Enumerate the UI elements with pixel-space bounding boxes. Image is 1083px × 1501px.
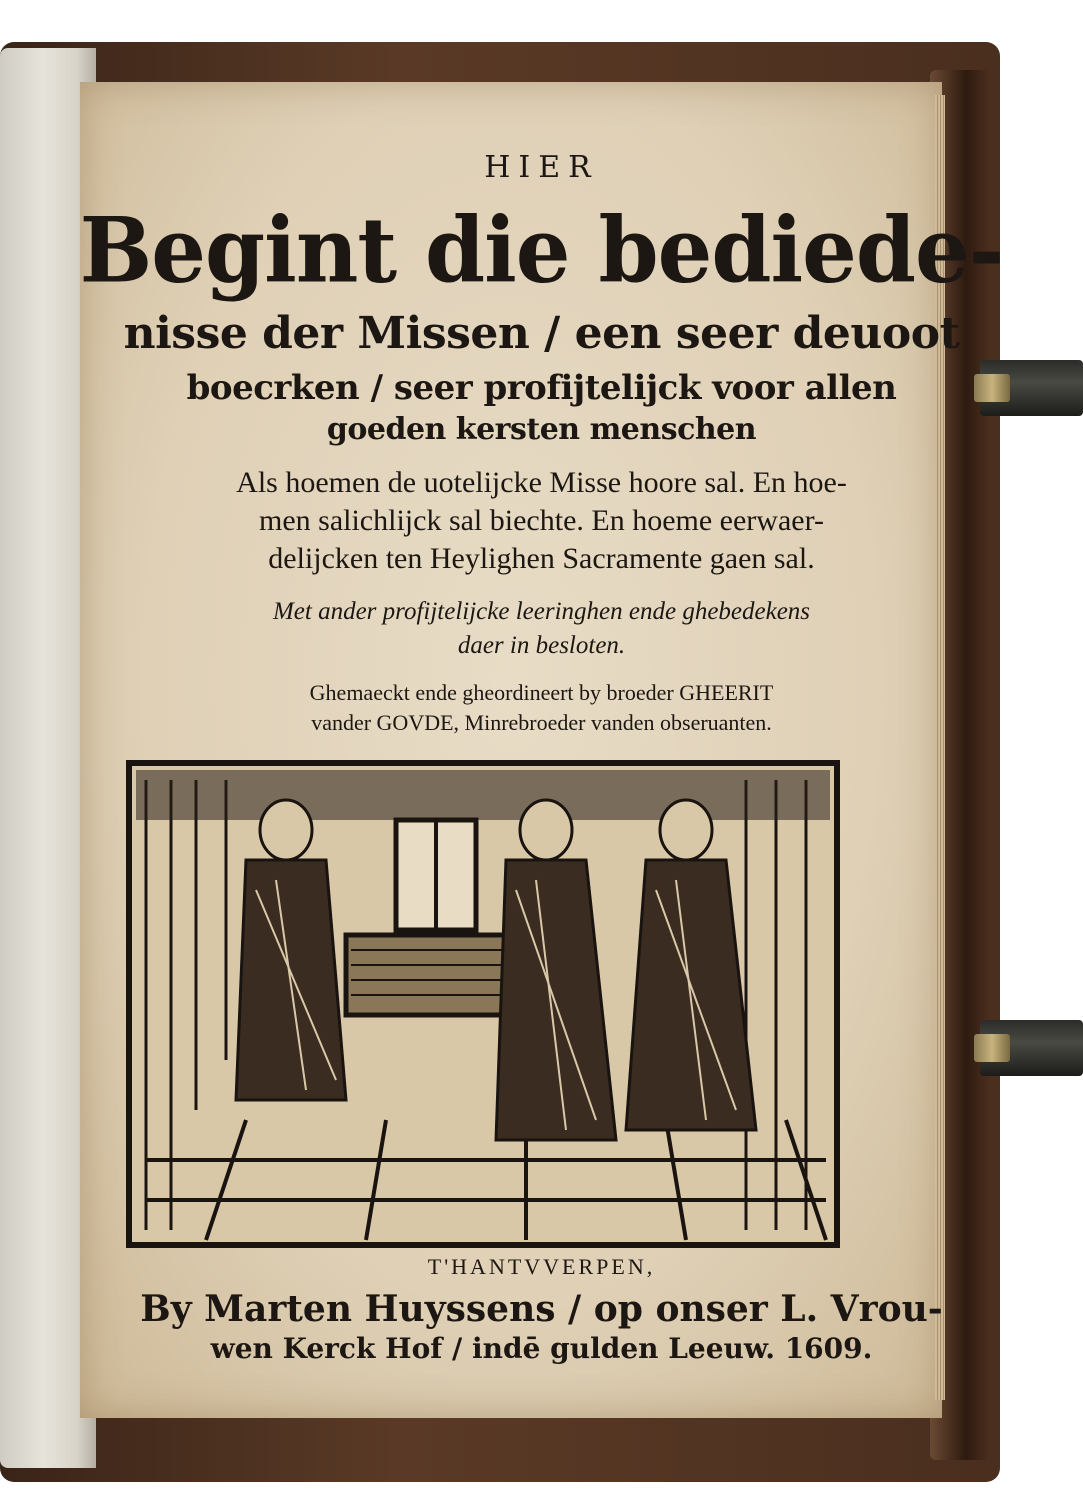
imprint-line-1: By Marten Huyssens / op onser L. Vrou- (140, 1288, 943, 1330)
subtitle-line-1: Als hoemen de uotelijcke Misse hoore sal. En hoe- (236, 466, 847, 499)
title-line-2: nisse der Missen / een seer deuoot (123, 308, 960, 359)
title-line-3: boecrken / seer profijtelijck voor allen (186, 368, 897, 408)
clasp-lower-icon (980, 1020, 1083, 1076)
imprint-city: T'HANTVVERPEN, (427, 1254, 656, 1279)
title-line-4: goeden kersten menschen (326, 412, 757, 447)
subtitle-line-2: men salichlijck sal biechte. En hoeme eerwaer- (259, 504, 824, 537)
italic-line-1: Met ander profijtelijcke leeringhen ende ghebedekens (272, 598, 811, 625)
title-hier: HIER (484, 150, 599, 185)
title-main: Begint die bediede- (79, 197, 1004, 304)
imprint-line-2: wen Kerck Hof / indē gulden Leeuw. 1609. (210, 1332, 873, 1365)
author-line-2: vander GOVDE, Minrebroeder vanden obseruanten. (311, 710, 772, 735)
author-line-1: Ghemaeckt ende gheordineert by broeder GHEERIT (309, 680, 774, 705)
subtitle-line-3: delijcken ten Heylighen Sacramente gaen sal. (268, 542, 815, 575)
italic-line-2: daer in besloten. (457, 632, 626, 659)
woodcut-illustration-icon (126, 760, 840, 1248)
